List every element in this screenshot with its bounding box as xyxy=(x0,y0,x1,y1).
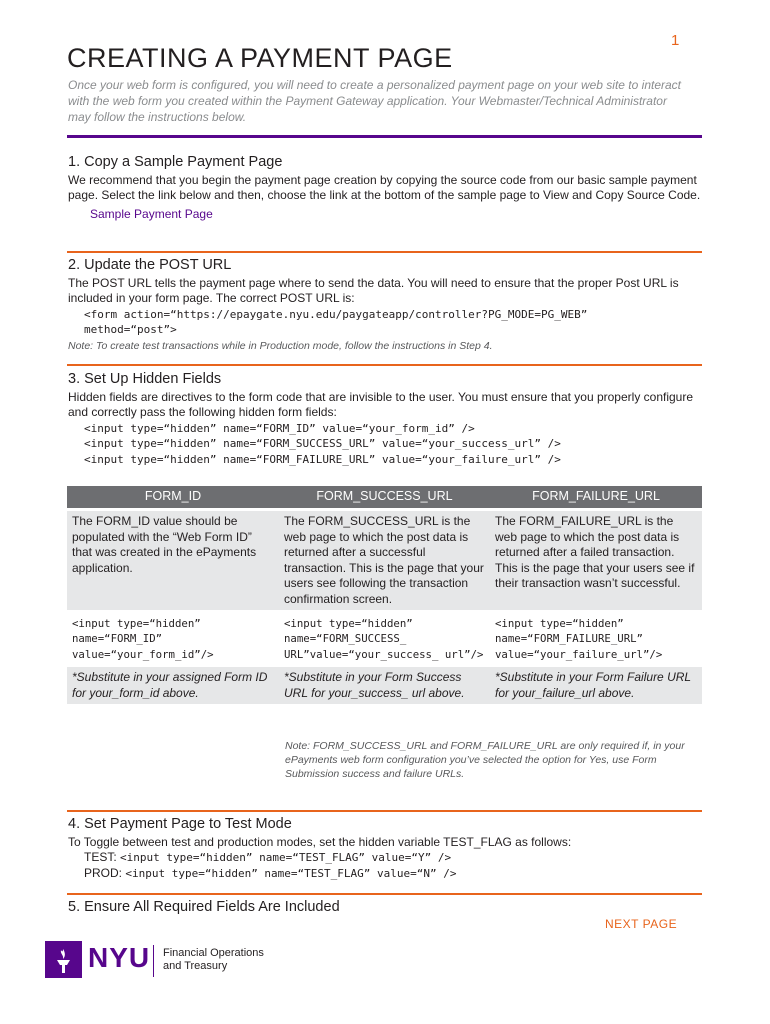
table-row xyxy=(67,667,702,703)
section-divider xyxy=(67,251,702,253)
code-line: method=“post”> xyxy=(84,323,177,337)
hidden-fields-table xyxy=(67,483,702,707)
code-line: <input type=“hidden” name=“FORM_FAILURE_URL” value=“your_failure_url” /> xyxy=(84,452,561,466)
column-header: FORM_SUCCESS_URL xyxy=(279,486,490,508)
nyu-logo-text: NYU xyxy=(88,942,151,973)
section-body: We recommend that you begin the payment page creation by copying the source code from our basic sample payment page. Select the link below and then, choose the link at the bottom of the sample page to View and Copy Source Code. xyxy=(68,172,701,203)
table-note: Note: FORM_SUCCESS_URL and FORM_FAILURE_URL are only required if, in your ePayments web form configuration you’ve selected the option for Yes, use Form Submission success and failure URLs. xyxy=(285,740,685,780)
section-copy-sample xyxy=(68,155,702,222)
table-cell: <input type=“hidden” name=“FORM_ID” value=“your_form_id”/> xyxy=(67,613,279,665)
department-name: Financial Operations and Treasury xyxy=(163,947,264,972)
section-note: Note: To create test transactions while in Production mode, follow the instructions in Step 4. xyxy=(68,339,493,352)
section-hidden-fields xyxy=(68,372,702,468)
nyu-torch-icon xyxy=(45,941,82,978)
section-post-url xyxy=(68,258,702,355)
section-heading: 5. Ensure All Required Fields Are Included xyxy=(68,899,340,915)
table-cell: <input type=“hidden” name=“FORM_FAILURE_URL” value=“your_failure_url”/> xyxy=(490,613,702,665)
section-heading: 4. Set Payment Page to Test Mode xyxy=(68,816,292,832)
section-divider xyxy=(67,893,702,895)
column-header: FORM_FAILURE_URL xyxy=(490,486,702,508)
test-code: <input type=“hidden” name=“TEST_FLAG” value=“Y” /> xyxy=(120,851,452,865)
section-heading: 2. Update the POST URL xyxy=(68,257,232,273)
table-cell: *Substitute in your assigned Form ID for your_form_id above. xyxy=(67,667,279,703)
section-divider xyxy=(67,810,702,812)
table-cell: The FORM_ID value should be populated with the “Web Form ID” that was created in the ePayments application. xyxy=(67,511,279,610)
page-title: CREATING A PAYMENT PAGE xyxy=(67,43,453,73)
section-required-fields xyxy=(68,900,702,918)
title-divider xyxy=(67,135,702,138)
page-number: 1 xyxy=(671,32,680,49)
test-label: TEST: xyxy=(84,850,117,865)
section-body: The POST URL tells the payment page where to send the data. You will need to ensure that the proper Post URL is included in your form page. The correct POST URL is: xyxy=(68,275,679,306)
code-line: <input type=“hidden” name=“FORM_SUCCESS_URL” value=“your_success_url” /> xyxy=(84,437,561,451)
intro-text: Once your web form is configured, you will need to create a personalized payment page on your web site to interact with the web form you created within the Payment Gateway application. Your Webmaster/Technical Administrator may follow the instructions below. xyxy=(68,78,682,124)
sample-payment-page-link[interactable]: Sample Payment Page xyxy=(90,206,213,221)
section-divider xyxy=(67,364,702,366)
code-line: <form action=“https://epaygate.nyu.edu/paygateapp/controller?PG_MODE=PG_WEB” xyxy=(84,307,588,321)
section-heading: 3. Set Up Hidden Fields xyxy=(68,371,222,387)
section-heading: 1. Copy a Sample Payment Page xyxy=(68,154,283,170)
table-cell: *Substitute in your Form Success URL for your_success_ url above. xyxy=(279,667,490,703)
table-cell: The FORM_FAILURE_URL is the web page to which the post data is returned after a failed transaction. This is the page that your users see if their transaction wasn’t successful. xyxy=(490,511,702,610)
next-page-link[interactable]: NEXT PAGE xyxy=(605,917,678,931)
table-cell: The FORM_SUCCESS_URL is the web page to which the post data is returned after a successful transaction. This is the page that your users see following the transaction confirmation screen. xyxy=(279,511,490,610)
footer-divider xyxy=(153,945,154,977)
section-test-mode xyxy=(68,817,702,881)
section-body: To Toggle between test and production modes, set the hidden variable TEST_FLAG as follows: xyxy=(68,834,572,849)
table-cell: *Substitute in your Form Failure URL for your_failure_url above. xyxy=(490,667,702,703)
table-row xyxy=(67,613,702,665)
table-cell: <input type=“hidden” name=“FORM_SUCCESS_ URL”value=“your_success_ url”/> xyxy=(279,613,490,665)
table-row xyxy=(67,511,702,610)
table-header-row xyxy=(67,486,702,508)
prod-code: <input type=“hidden” name=“TEST_FLAG” value=“N” /> xyxy=(125,866,457,880)
prod-label: PROD: xyxy=(84,865,123,880)
code-line: <input type=“hidden” name=“FORM_ID” value=“your_form_id” /> xyxy=(84,421,475,435)
section-body: Hidden fields are directives to the form code that are invisible to the user. You must ensure that you properly configure and correctly pass the following hidden form fields: xyxy=(68,389,694,420)
column-header: FORM_ID xyxy=(67,486,279,508)
